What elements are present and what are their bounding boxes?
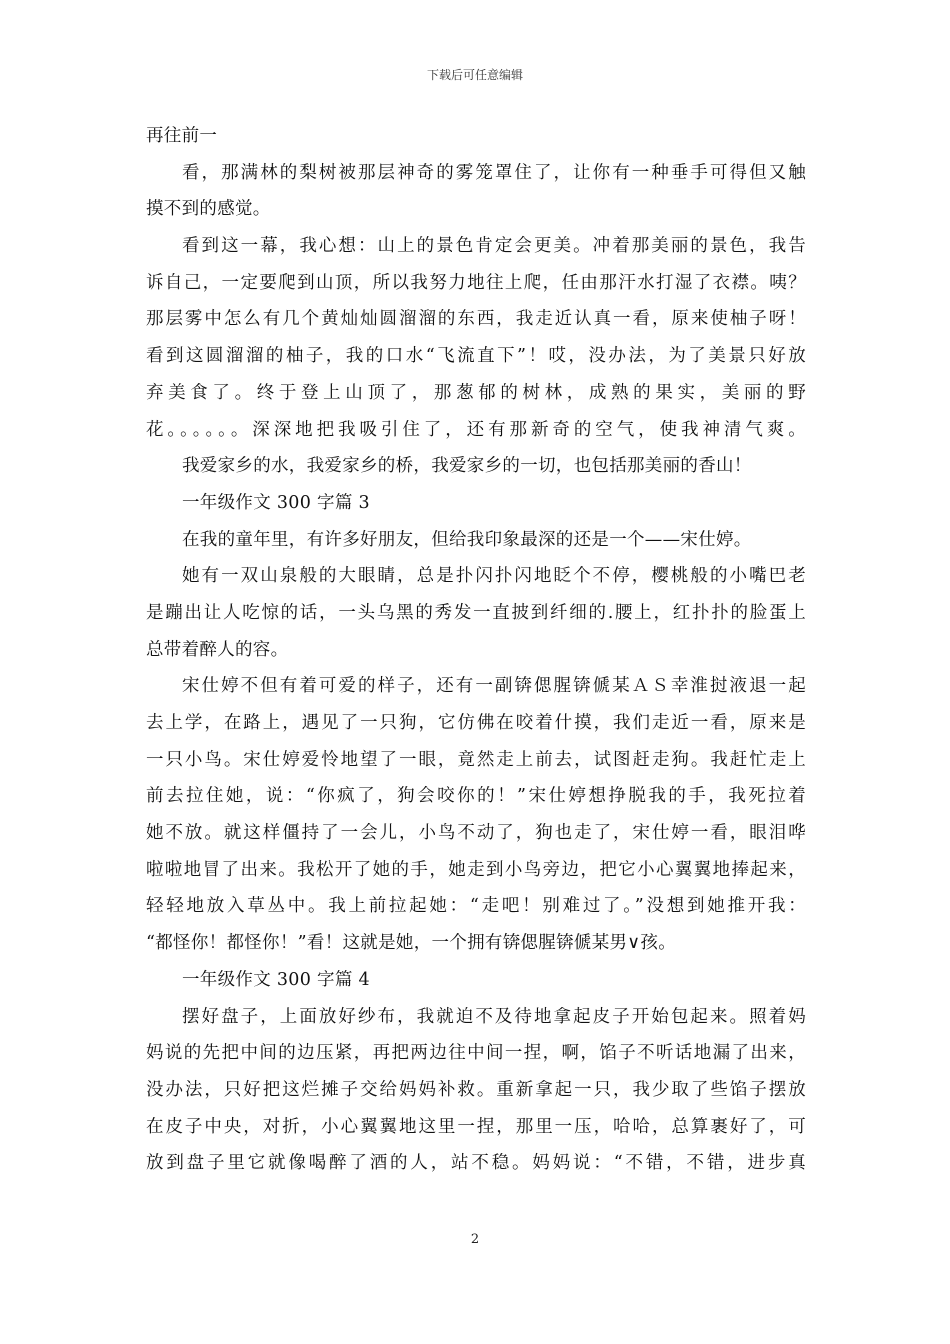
- text-line: 摆好盘子，上面放好纱布，我就迫不及待地拿起皮子开始包起来。照着妈: [182, 1006, 806, 1027]
- text-line: 花。。。。。。深深地把我吸引住了，还有那新奇的空气，使我神清气爽。: [146, 419, 806, 440]
- text-line: 去上学，在路上，遇见了一只狗，它仿佛在咬着什摸，我们走近一看，原来是: [146, 713, 806, 733]
- page-number: 2: [470, 1232, 480, 1247]
- text-line: 弃美食了。终于登上山顶了，那葱郁的树林，成熟的果实，美丽的野: [146, 382, 806, 403]
- section-heading: 一年级作文 300 字篇 4: [182, 969, 370, 990]
- text-line: 那层雾中怎么有几个黄灿灿圆溜溜的东西，我走近认真一看，原来使柚子呀！: [146, 309, 806, 330]
- text-line: 我爱家乡的水，我爱家乡的桥，我爱家乡的一切，也包括那美丽的香山！: [182, 456, 752, 477]
- text-line: 看到这一幕，我心想：山上的景色肯定会更美。冲着那美丽的景色，我告: [182, 236, 806, 257]
- document-body: [146, 118, 806, 1182]
- text-line: 在我的童年里，有许多好朋友，但给我印象最深的还是一个——宋仕婷。: [182, 529, 752, 550]
- text-line: 是蹦出让人吃惊的话，一头乌黑的秀发一直披到纤细的.腰上，红扑扑的脸蛋上: [146, 602, 806, 623]
- text-line: 诉自己，一定要爬到山顶，所以我努力地往上爬，任由那汗水打湿了衣襟。咦？: [146, 272, 806, 293]
- text-line: 看，那满林的梨树被那层神奇的雾笼罩住了，让你有一种垂手可得但又触: [182, 162, 806, 183]
- text-line: 她有一双山泉般的大眼睛，总是扑闪扑闪地眨个不停，樱桃般的小嘴巴老: [182, 566, 806, 587]
- text-line: 一只小鸟。宋仕婷爱怜地望了一眼，竟然走上前去，试图赶走狗。我赶忙走上: [146, 749, 806, 770]
- text-line: 摸不到的感觉。: [146, 199, 271, 220]
- text-line: 看到这圆溜溜的柚子，我的口水“飞流直下”！哎，没办法，为了美景只好放: [146, 346, 806, 367]
- text-line: 总带着醉人的容。: [146, 639, 289, 660]
- text-line: 在皮子中央，对折，小心翼翼地这里一捏，那里一压，哈哈，总算裹好了，可: [146, 1116, 806, 1137]
- text-line: 妈说的先把中间的边压紧，再把两边往中间一捏，啊，馅子不听话地漏了出来，: [146, 1043, 806, 1064]
- text-line: 她不放。就这样僵持了一会儿，小鸟不动了，狗也走了，宋仕婷一看，眼泪哗: [146, 823, 806, 844]
- text-line: 没办法，只好把这烂摊子交给妈妈补救。重新拿起一只，我少取了些馅子摆放: [146, 1079, 806, 1100]
- text-line: “都怪你！都怪你！”看！这就是她，一个拥有锛偲腥锛傂某男∨孩。: [146, 933, 676, 954]
- text-line: 前去拉住她，说：“你疯了，狗会咬你的！”宋仕婷想挣脱我的手，我死拉着: [146, 786, 806, 807]
- text-line: 宋仕婷不但有着可爱的样子，还有一副锛偲腥锛傂某ＡＳ幸淮挝液退一起: [182, 676, 806, 697]
- text-line: 放到盘子里它就像喝醉了酒的人，站不稳。妈妈说：“不错，不错，进步真: [146, 1153, 806, 1174]
- text-line: 啦啦地冒了出来。我松开了她的手，她走到小鸟旁边，把它小心翼翼地捧起来，: [146, 859, 806, 880]
- text-line: 再往前一: [146, 126, 218, 146]
- page-header: 下载后可任意编辑: [426, 68, 523, 82]
- text-line: 轻轻地放入草丛中。我上前拉起她：“走吧！别难过了。”没想到她推开我：: [146, 896, 806, 917]
- section-heading: 一年级作文 300 字篇 3: [182, 492, 370, 513]
